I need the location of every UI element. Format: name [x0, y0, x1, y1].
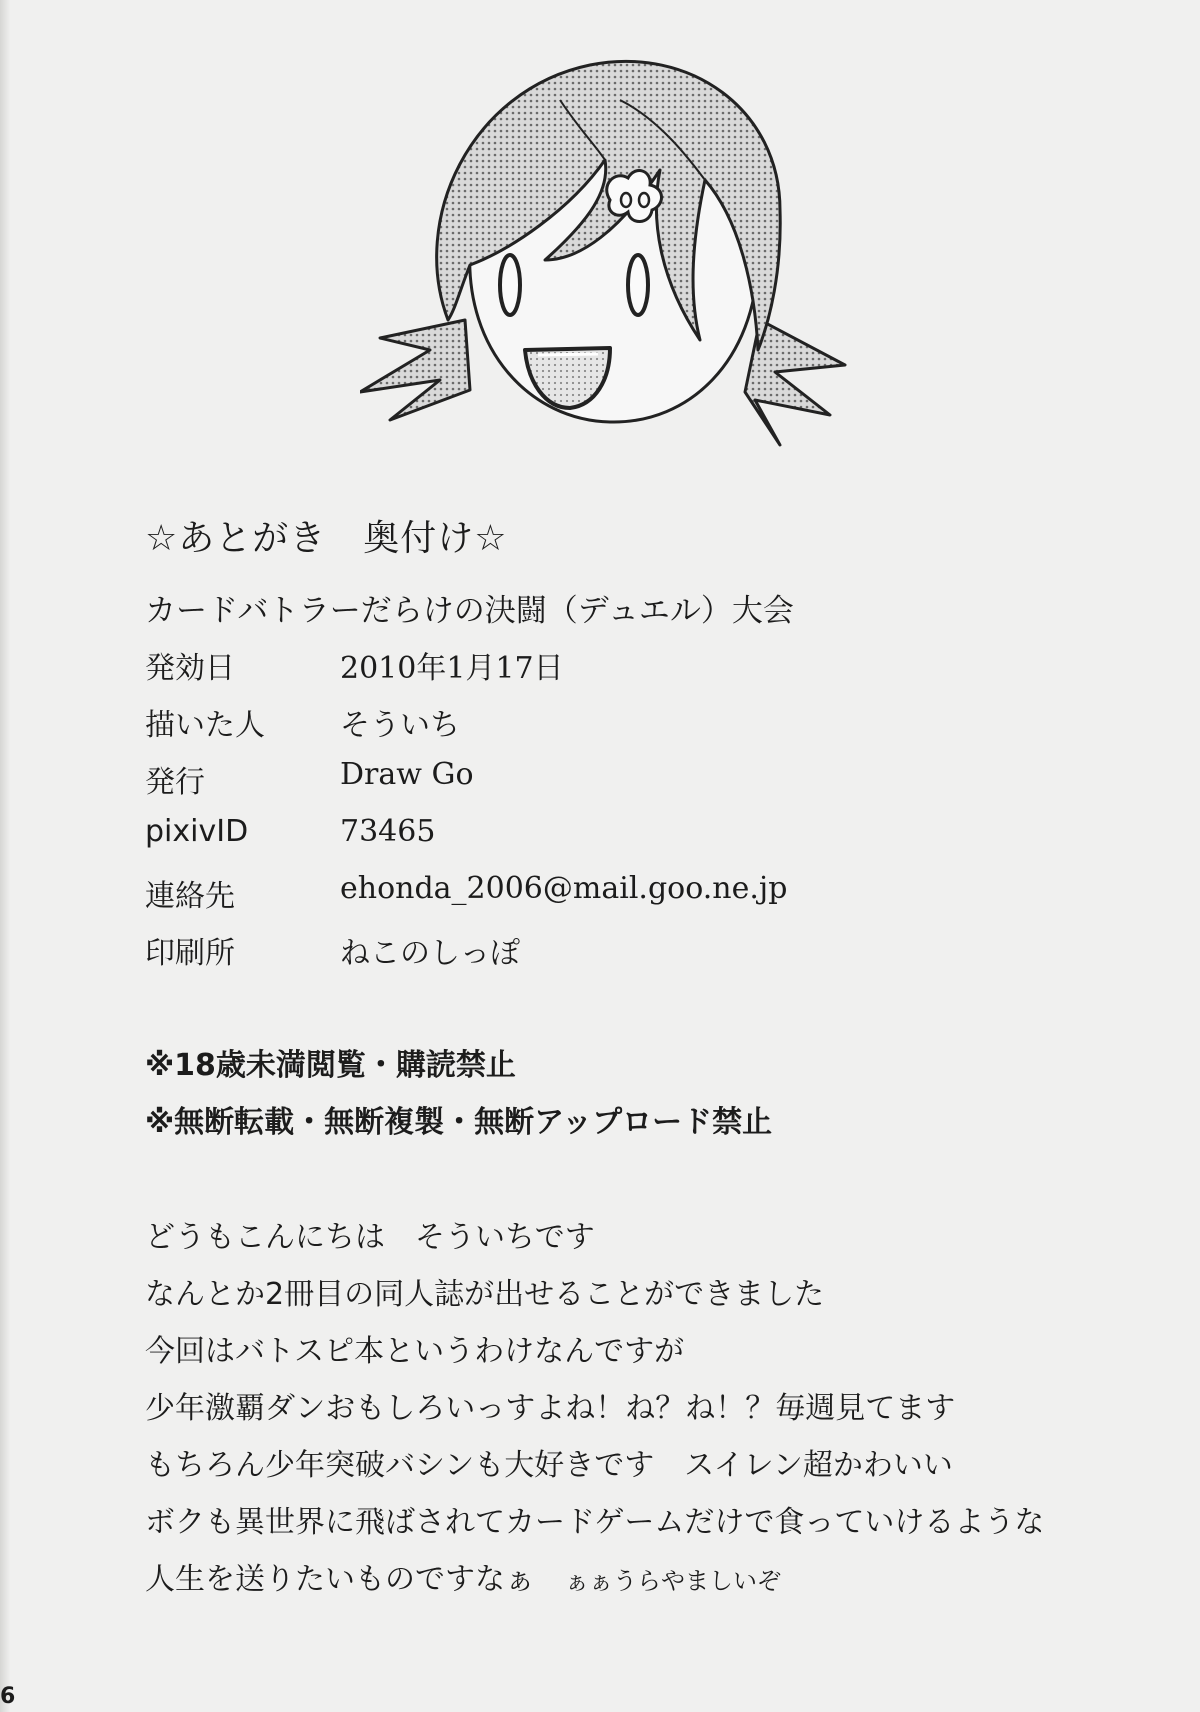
row-label: 印刷所 — [145, 936, 235, 971]
row-label: 描いた人 — [145, 708, 265, 743]
afterword-line: 今回はバトスピ本というわけなんですが — [145, 1334, 685, 1369]
afterword-line — [145, 1554, 781, 1598]
page-edge — [0, 0, 10, 1712]
row-label: 連絡先 — [145, 879, 235, 914]
left-eye — [500, 255, 520, 315]
afterword-line-aside: ぁぁうらやましいぞ — [565, 1567, 781, 1595]
row-value: 73465 — [340, 814, 436, 849]
afterword-line: ボクも異世界に飛ばされてカードゲームだけで食っていけるような — [145, 1505, 1045, 1540]
row-value: Draw Go — [340, 757, 474, 792]
afterword-line: もちろん少年突破バシンも大好きです スイレン超かわいい — [145, 1448, 953, 1483]
right-eye — [628, 255, 648, 315]
afterword-line: どうもこんにちは そういちです — [145, 1220, 595, 1255]
age-notice: ※18歳未満閲覧・購読禁止 — [145, 1048, 516, 1083]
row-label: pixivID — [145, 814, 249, 849]
page-number: 6 — [0, 1684, 16, 1709]
row-label: 発行 — [145, 765, 205, 800]
left-pigtail — [360, 320, 470, 420]
row-value: 2010年1月17日 — [340, 651, 564, 686]
afterword-line: なんとか2冊目の同人誌が出せることができました — [145, 1277, 825, 1312]
row-label: 発効日 — [145, 651, 235, 686]
afterword-line-main: 人生を送りたいものですなぁ — [145, 1562, 535, 1597]
character-illustration — [360, 20, 860, 490]
row-value: ねこのしっぽ — [340, 936, 520, 971]
row-value: そういち — [340, 708, 460, 743]
copyright-notice: ※無断転載・無断複製・無断アップロード禁止 — [145, 1105, 773, 1140]
page-title: ☆あとがき 奥付け☆ — [145, 518, 508, 559]
book-title: カードバトラーだらけの決闘（デュエル）大会 — [145, 593, 794, 629]
afterword-line: 少年激覇ダンおもしろいっすよね！ね？ね！？毎週見てます — [145, 1391, 956, 1426]
row-value: ehonda_2006@mail.goo.ne.jp — [340, 871, 788, 906]
